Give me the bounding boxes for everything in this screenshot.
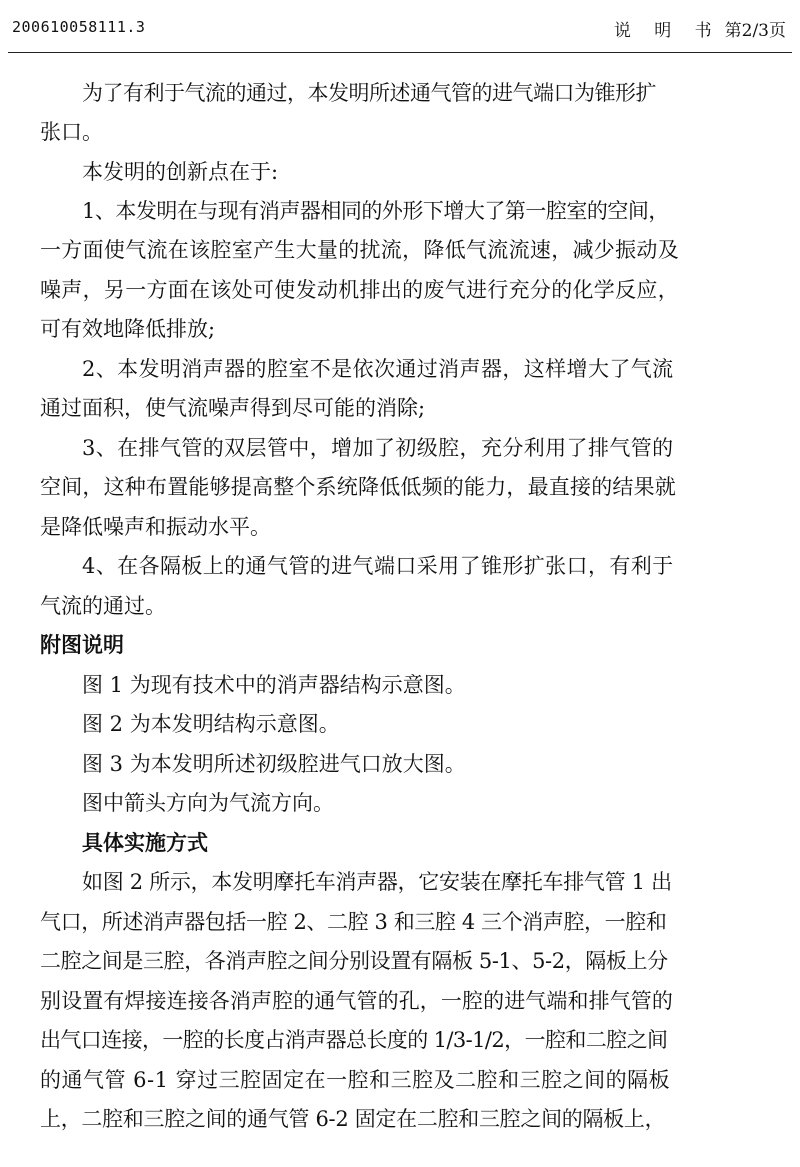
figure-caption-line: 图 3 为本发明所述初级腔进气口放大图。 bbox=[82, 752, 466, 776]
page-indicator: 第2/3页 bbox=[724, 21, 786, 41]
paragraph-line: 本发明的创新点在于: bbox=[82, 160, 279, 184]
paragraph-line: 为了有利于气流的通过，本发明所述通气管的进气端口为锥形扩 bbox=[82, 81, 656, 105]
page-header bbox=[0, 0, 800, 55]
document-number: 200610058111.3 bbox=[12, 18, 146, 36]
paragraph-line: 张口。 bbox=[40, 120, 103, 144]
paragraph-line: 别设置有焊接连接各消声腔的通气管的孔，一腔的进气端和排气管的 bbox=[40, 989, 673, 1013]
figure-caption-line: 图 1 为现有技术中的消声器结构示意图。 bbox=[82, 673, 466, 697]
paragraph-line: 通过面积，使气流噪声得到尽可能的消除; bbox=[40, 396, 426, 420]
paragraph-line: 的通气管 6-1 穿过三腔固定在一腔和三腔及二腔和三腔之间的隔板 bbox=[40, 1068, 671, 1092]
paragraph-line: 二腔之间是三腔，各消声腔之间分别设置有隔板 5-1、5-2，隔板上分 bbox=[40, 949, 668, 973]
paragraph-line: 气流的通过。 bbox=[40, 594, 166, 618]
paragraph-line: 4、在各隔板上的通气管的进气端口采用了锥形扩张口，有利于 bbox=[82, 554, 674, 578]
paragraph-line: 可有效地降低排放; bbox=[40, 317, 216, 341]
paragraph-line: 如图 2 所示，本发明摩托车消声器，它安装在摩托车排气管 1 出 bbox=[82, 870, 672, 894]
paragraph-line: 上，二腔和三腔之间的通气管 6-2 固定在二腔和三腔之间的隔板上， bbox=[40, 1107, 666, 1131]
paragraph-line: 2、本发明消声器的腔室不是依次通过消声器，这样增大了气流 bbox=[82, 357, 674, 381]
header-divider bbox=[8, 52, 792, 53]
paragraph-line: 一方面使气流在该腔室产生大量的扰流，降低气流流速，减少振动及 bbox=[40, 238, 679, 262]
paragraph-line: 1、本发明在与现有消声器相同的外形下增大了第一腔室的空间， bbox=[82, 199, 669, 223]
paragraph-line: 噪声，另一方面在该处可使发动机排出的废气进行充分的化学反应， bbox=[40, 278, 679, 302]
paragraph-line: 图中箭头方向为气流方向。 bbox=[82, 791, 334, 815]
paragraph-line: 3、在排气管的双层管中，增加了初级腔，充分利用了排气管的 bbox=[82, 436, 674, 460]
paragraph-line: 气口，所述消声器包括一腔 2、二腔 3 和三腔 4 三个消声腔，一腔和 bbox=[40, 910, 667, 934]
header-right bbox=[614, 16, 786, 41]
paragraph-line: 空间，这种布置能够提高整个系统降低低频的能力，最直接的结果就 bbox=[40, 475, 676, 499]
paragraph-line: 是降低噪声和振动水平。 bbox=[40, 515, 271, 539]
section-heading: 具体实施方式 bbox=[82, 830, 208, 855]
figure-caption-line: 图 2 为本发明结构示意图。 bbox=[82, 712, 340, 736]
document-type: 说 明 书 bbox=[613, 21, 721, 41]
section-heading: 附图说明 bbox=[40, 632, 124, 657]
paragraph-line: 出气口连接，一腔的长度占消声器总长度的 1/3-1/2，一腔和二腔之间 bbox=[40, 1028, 668, 1052]
